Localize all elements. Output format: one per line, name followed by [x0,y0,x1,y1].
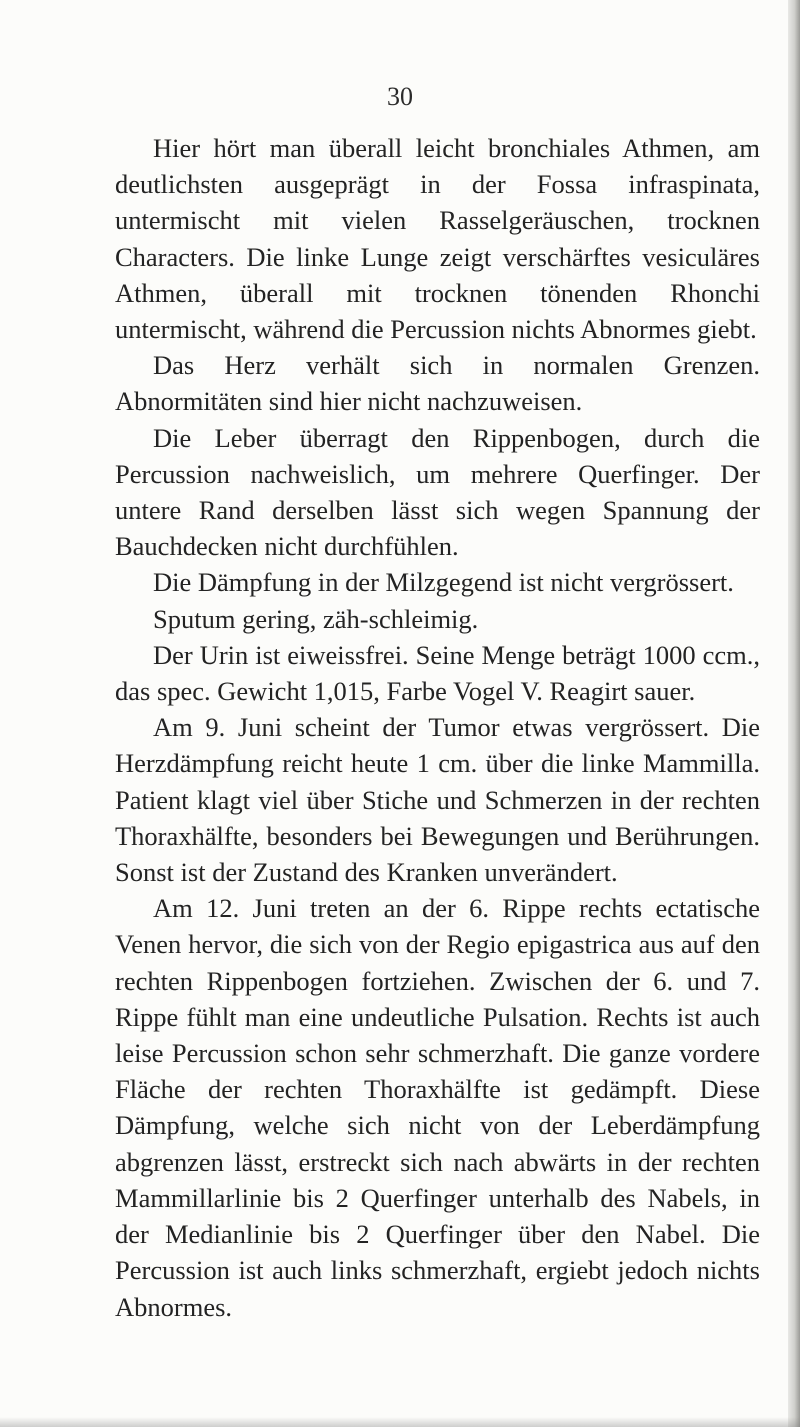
page-bottom-shadow [0,1417,800,1427]
paragraph-june-12: Am 12. Juni treten an der 6. Rippe rechts ectatische Venen hervor, die sich von der Regio epigastrica aus auf den rechten Rippenbogen fortziehen. Zwischen der 6. und 7. Rippe fühlt man eine undeutliche Pulsation. Rechts ist auch leise Percussion schon sehr schmerzhaft. Die ganze vordere Fläche der rechten Thoraxhälfte ist gedämpft. Diese Dämpfung, welche sich nicht von der Leberdämpfung abgrenzen lässt, erstreckt sich nach abwärts in der rechten Mammillarlinie bis 2 Querfinger unterhalb des Nabels, in der Medianlinie bis 2 Querfinger über den Nabel. Die Percussion ist auch links schmerzhaft, ergiebt jedoch nichts Abnormes. [115,893,760,1322]
paragraph-spleen: Die Dämpfung in der Milzgegend ist nicht vergrössert. [153,567,734,598]
paragraph-liver: Die Leber überragt den Rippenbogen, durch die Percussion nachweislich, um mehrere Querfinger. Der untere Rand derselben lässt sich wegen Spannung der Bauchdecken nicht durchfühlen. [115,422,760,562]
paragraph-lung-findings: Hier hört man überall leicht bronchiales Athmen, am deutlichsten ausgeprägt in der Fossa infraspinata, untermischt mit vielen Rasselgeräuschen, trocknen Characters. Die linke Lunge zeigt verschärftes vesiculäres Athmen, überall mit trocknen tönenden Rhonchi untermischt, während die Percussion nichts Abnormes giebt. [115,133,760,345]
body-text [115,130,760,1325]
paragraph-heart: Das Herz verhält sich in normalen Grenzen. Abnormitäten sind hier nicht nachzuweisen. [115,350,760,417]
page-number: 30 [387,82,413,111]
paragraph-june-9: Am 9. Juni scheint der Tumor etwas vergrössert. Die Herzdämpfung reicht heute 1 cm. über die linke Mammilla. Patient klagt viel über Stiche und Schmerzen in der rechten Thoraxhälfte, besonders bei Bewegungen und Berührungen. Sonst ist der Zustand des Kranken unverändert. [115,712,760,888]
paragraph-sputum: Sputum gering, zäh-schleimig. [153,603,479,634]
page-edge-shadow [788,0,800,1427]
paragraph-urine: Der Urin ist eiweissfrei. Seine Menge beträgt 1000 ccm., das spec. Gewicht 1,015, Farbe Vogel V. Reagirt sauer. [115,639,760,707]
